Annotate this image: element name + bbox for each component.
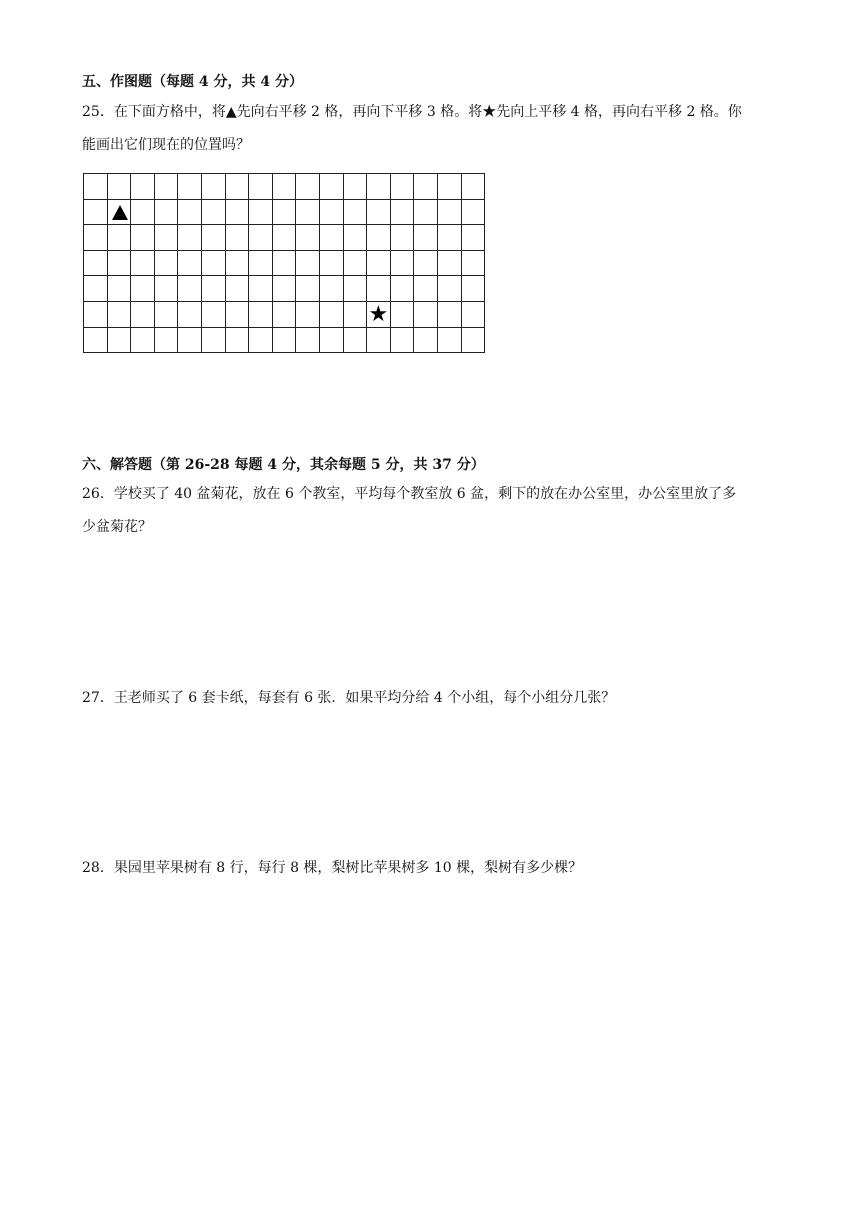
grid-cell[interactable]: [391, 328, 415, 354]
grid-cell[interactable]: [249, 225, 273, 251]
grid-cell[interactable]: [131, 302, 155, 328]
grid-cell[interactable]: [155, 225, 179, 251]
grid-cell[interactable]: [108, 251, 132, 277]
grid-cell[interactable]: [84, 225, 108, 251]
grid-cell[interactable]: [273, 328, 297, 354]
grid-cell[interactable]: [296, 174, 320, 200]
grid-cell[interactable]: [320, 200, 344, 226]
grid-cell[interactable]: [131, 328, 155, 354]
grid-cell[interactable]: [414, 328, 438, 354]
grid-cell[interactable]: [84, 174, 108, 200]
question-28-text: 28．果园里苹果树有 8 行，每行 8 棵，梨树比苹果树多 10 棵，梨树有多少棵？: [82, 860, 583, 876]
grid-cell[interactable]: [391, 174, 415, 200]
grid-cell[interactable]: [438, 174, 462, 200]
grid-cell[interactable]: [438, 200, 462, 226]
grid-cell[interactable]: [202, 251, 226, 277]
grid-cell[interactable]: [344, 174, 368, 200]
grid-cell[interactable]: [84, 302, 108, 328]
grid-cell[interactable]: [438, 302, 462, 328]
triangle-icon: [112, 205, 128, 220]
grid-cell[interactable]: [226, 302, 250, 328]
square-grid[interactable]: [83, 173, 485, 353]
grid-cell[interactable]: [84, 328, 108, 354]
grid-cell[interactable]: [414, 200, 438, 226]
grid-cell[interactable]: [344, 302, 368, 328]
grid-cell[interactable]: [108, 276, 132, 302]
grid-cell[interactable]: [296, 225, 320, 251]
grid-cell[interactable]: [108, 200, 132, 226]
grid-cell[interactable]: [438, 251, 462, 277]
grid-cell[interactable]: [367, 174, 391, 200]
grid-cell[interactable]: [108, 302, 132, 328]
grid-cell[interactable]: [226, 276, 250, 302]
grid-cell[interactable]: [202, 200, 226, 226]
grid-cell[interactable]: [178, 302, 202, 328]
grid-cell[interactable]: [367, 276, 391, 302]
section-6-title: 六、解答题（第 26-28 每题 4 分，其余每题 5 分，共 37 分）: [82, 457, 485, 473]
grid-cell[interactable]: [367, 328, 391, 354]
grid-cell[interactable]: [273, 251, 297, 277]
grid-cell[interactable]: [296, 276, 320, 302]
grid-cell[interactable]: [249, 302, 273, 328]
grid-cell[interactable]: [131, 200, 155, 226]
grid-cell[interactable]: [84, 200, 108, 226]
grid-cell[interactable]: [155, 328, 179, 354]
grid-cell[interactable]: [367, 200, 391, 226]
grid-cell[interactable]: [202, 302, 226, 328]
grid-cell[interactable]: [438, 328, 462, 354]
grid-cell[interactable]: [226, 174, 250, 200]
question-26-text-line-2: 少盆菊花？: [82, 519, 152, 535]
grid-cell[interactable]: [391, 302, 415, 328]
grid-cell[interactable]: [249, 200, 273, 226]
grid-cell[interactable]: [226, 200, 250, 226]
grid-cell[interactable]: [178, 174, 202, 200]
grid-cell[interactable]: [178, 276, 202, 302]
grid-cell[interactable]: [391, 276, 415, 302]
grid-cell[interactable]: [131, 276, 155, 302]
grid-cell[interactable]: [414, 276, 438, 302]
grid-cell[interactable]: [414, 225, 438, 251]
grid-cell[interactable]: [155, 302, 179, 328]
grid-cell[interactable]: [202, 225, 226, 251]
grid-cell[interactable]: [108, 174, 132, 200]
grid-cell[interactable]: [367, 225, 391, 251]
grid-cell[interactable]: [414, 302, 438, 328]
grid-cell[interactable]: [462, 200, 486, 226]
grid-cell[interactable]: [462, 328, 486, 354]
grid-cell[interactable]: [320, 225, 344, 251]
grid-cell[interactable]: [438, 276, 462, 302]
grid-cell[interactable]: [226, 328, 250, 354]
grid-cell[interactable]: [249, 276, 273, 302]
grid-cell[interactable]: [320, 251, 344, 277]
grid-cell[interactable]: [438, 225, 462, 251]
grid-cell[interactable]: [178, 251, 202, 277]
grid-cell[interactable]: [84, 251, 108, 277]
grid-cell[interactable]: [320, 302, 344, 328]
grid-cell[interactable]: [320, 174, 344, 200]
grid-cell[interactable]: [391, 225, 415, 251]
section-5-title: 五、作图题（每题 4 分，共 4 分）: [82, 74, 303, 90]
grid-cell[interactable]: [131, 174, 155, 200]
grid-cell[interactable]: [296, 251, 320, 277]
grid-cell[interactable]: [249, 251, 273, 277]
grid-cell[interactable]: [296, 302, 320, 328]
grid-cell[interactable]: [178, 328, 202, 354]
grid-cell[interactable]: [131, 225, 155, 251]
grid-cell[interactable]: [108, 225, 132, 251]
grid-cell[interactable]: [296, 328, 320, 354]
grid-cell[interactable]: [273, 302, 297, 328]
question-27-text: 27．王老师买了 6 套卡纸，每套有 6 张．如果平均分给 4 个小组，每个小组分几张？: [82, 690, 616, 706]
grid-cell[interactable]: [344, 276, 368, 302]
grid-cell[interactable]: [273, 174, 297, 200]
grid-cell[interactable]: [462, 276, 486, 302]
grid-cell[interactable]: [462, 251, 486, 277]
grid-cell[interactable]: [296, 200, 320, 226]
grid-cell[interactable]: [273, 200, 297, 226]
grid-cell[interactable]: [84, 276, 108, 302]
grid-cell[interactable]: [344, 225, 368, 251]
grid-cell[interactable]: [155, 174, 179, 200]
grid-cell[interactable]: [462, 225, 486, 251]
grid-cell[interactable]: [131, 251, 155, 277]
grid-cell[interactable]: [320, 328, 344, 354]
grid-cell[interactable]: [367, 251, 391, 277]
grid-cell[interactable]: [344, 200, 368, 226]
grid-cell[interactable]: [462, 302, 486, 328]
grid-cell[interactable]: [155, 251, 179, 277]
grid-cell[interactable]: [462, 174, 486, 200]
question-25-text-line-2: 能画出它们现在的位置吗？: [82, 137, 250, 153]
grid-cell[interactable]: [226, 251, 250, 277]
grid-cell[interactable]: [391, 200, 415, 226]
grid-cell[interactable]: [249, 174, 273, 200]
grid-cell[interactable]: [226, 225, 250, 251]
grid-cell[interactable]: [344, 328, 368, 354]
grid-cell[interactable]: [273, 276, 297, 302]
grid-cell[interactable]: [344, 251, 368, 277]
grid-cell[interactable]: [155, 276, 179, 302]
grid-cell[interactable]: [202, 328, 226, 354]
grid-cell[interactable]: [202, 276, 226, 302]
question-25-text-line-1: 25．在下面方格中，将▲先向右平移 2 格，再向下平移 3 格。将★先向上平移 4 格，再向右平移 2 格。你: [82, 104, 742, 120]
grid-cell[interactable]: [273, 225, 297, 251]
star-icon: ★: [368, 301, 389, 327]
grid-cell[interactable]: [249, 328, 273, 354]
grid-cell[interactable]: [178, 225, 202, 251]
grid-cell[interactable]: [108, 328, 132, 354]
grid-cell[interactable]: [391, 251, 415, 277]
grid-cell[interactable]: [414, 174, 438, 200]
grid-cell[interactable]: [202, 174, 226, 200]
question-26-text-line-1: 26．学校买了 40 盆菊花，放在 6 个教室，平均每个教室放 6 盆，剩下的放在办公室里，办公室里放了多: [82, 486, 737, 502]
grid-cell[interactable]: [367, 302, 391, 328]
grid-cell[interactable]: [320, 276, 344, 302]
grid-cell[interactable]: [155, 200, 179, 226]
grid-cell[interactable]: [178, 200, 202, 226]
grid-cell[interactable]: [414, 251, 438, 277]
